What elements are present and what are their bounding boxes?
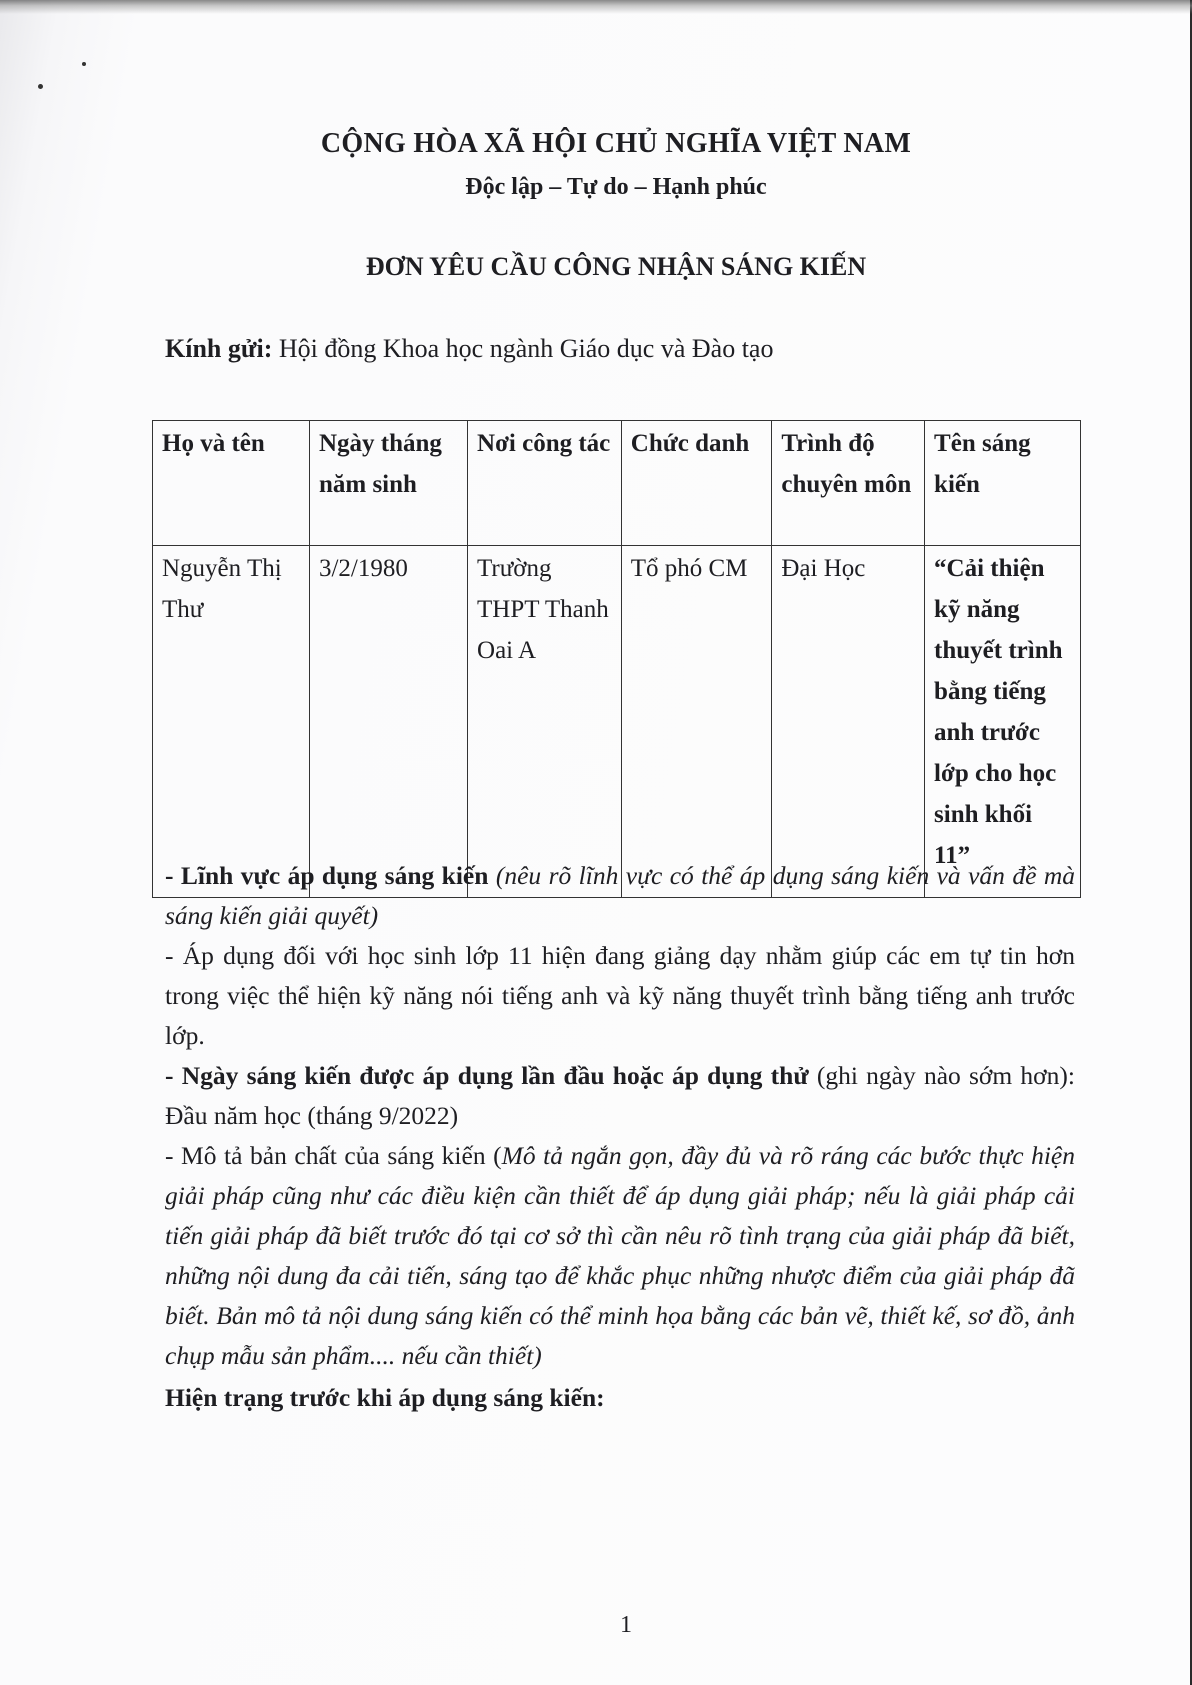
body-content bbox=[165, 856, 1075, 1418]
date-note: (ghi ngày nào sớm hơn): Đầu năm học (tháng 9/2022) bbox=[165, 1061, 1075, 1130]
column-header: Chức danh bbox=[621, 421, 772, 546]
date-label: - Ngày sáng kiến được áp dụng lần đầu hoặc áp dụng thử bbox=[165, 1061, 809, 1090]
page-number: 1 bbox=[620, 1612, 632, 1638]
description-paragraph bbox=[165, 1136, 1075, 1376]
recipient-line bbox=[165, 334, 773, 364]
description-label: - Mô tả bản chất của sáng kiến ( bbox=[165, 1141, 502, 1170]
motto-heading: Độc lập – Tự do – Hạnh phúc bbox=[465, 174, 767, 200]
cell-workplace: Trường THPT Thanh Oai A bbox=[468, 546, 622, 898]
column-header: Ngày tháng năm sinh bbox=[309, 421, 467, 546]
scan-speck bbox=[38, 84, 43, 89]
field-paragraph bbox=[165, 856, 1075, 936]
status-heading-text: Hiện trạng trước khi áp dụng sáng kiến: bbox=[165, 1383, 605, 1412]
cell-qualification: Đại Học bbox=[772, 546, 925, 898]
field-label: - Lĩnh vực áp dụng sáng kiến bbox=[165, 861, 489, 890]
cell-name: Nguyễn Thị Thư bbox=[153, 546, 310, 898]
column-header: Họ và tên bbox=[153, 421, 310, 546]
column-header: Tên sáng kiến bbox=[925, 421, 1081, 546]
recipient-label: Kính gửi: bbox=[165, 334, 273, 363]
cell-title: Tổ phó CM bbox=[621, 546, 772, 898]
table-header-row bbox=[153, 421, 1081, 546]
date-paragraph bbox=[165, 1056, 1075, 1136]
column-header: Nơi công tác bbox=[468, 421, 622, 546]
form-title: ĐƠN YÊU CẦU CÔNG NHẬN SÁNG KIẾN bbox=[365, 252, 867, 281]
status-heading bbox=[165, 1378, 1075, 1418]
column-header: Trình độ chuyên môn bbox=[772, 421, 925, 546]
field-content: - Áp dụng đối với học sinh lớp 11 hiện đang giảng dạy nhằm giúp các em tự tin hơn trong việc thể hiện kỹ năng nói tiếng anh và kỹ năng thuyết trình bằng tiếng anh trước lớp. bbox=[165, 941, 1075, 1050]
field-note: (nêu rõ lĩnh vực có thể áp dụng sáng kiến và vấn đề mà sáng kiến giải quyết) bbox=[165, 861, 1075, 930]
description-note: Mô tả ngắn gọn, đầy đủ và rõ ráng các bước thực hiện giải pháp cũng như các điều kiện cần thiết để áp dụng giải pháp; nếu là giải pháp cải tiến giải pháp đã biết trước đó tại cơ sở thì cần nêu rõ tình trạng của giải pháp đã biết, những nội dung đa cải tiến, sáng tạo để khắc phục những nhược điểm của giải pháp đã biết. Bản mô tả nội dung sáng kiến có thể minh họa bằng các bản vẽ, thiết kế, sơ đồ, ảnh chụp mẫu sản phẩm.... nếu cần thiết) bbox=[165, 1141, 1075, 1370]
scan-speck bbox=[82, 62, 86, 66]
applicant-table bbox=[152, 420, 1081, 898]
cell-dob: 3/2/1980 bbox=[309, 546, 467, 898]
nation-heading: CỘNG HÒA XÃ HỘI CHỦ NGHĨA VIỆT NAM bbox=[320, 128, 912, 159]
table-row bbox=[153, 546, 1081, 898]
scan-top-edge bbox=[0, 0, 1192, 14]
recipient-value: Hội đồng Khoa học ngành Giáo dục và Đào tạo bbox=[278, 334, 774, 363]
cell-initiative: “Cải thiện kỹ năng thuyết trình bằng tiếng anh trước lớp cho học sinh khối 11” bbox=[925, 546, 1081, 898]
